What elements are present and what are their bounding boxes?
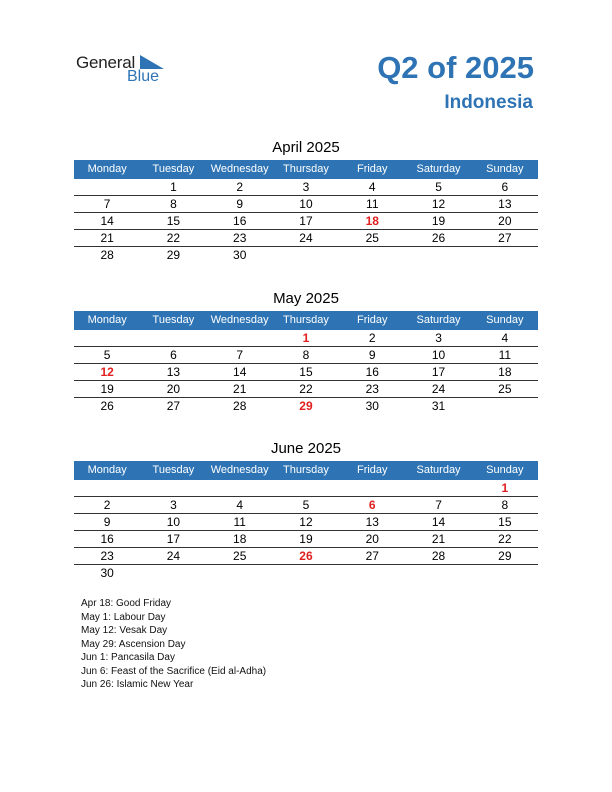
week-row (74, 497, 538, 514)
month-title: May 2025 (273, 290, 339, 307)
date-cell: 26 (100, 399, 114, 413)
week-row (74, 196, 538, 213)
date-cell: 9 (236, 197, 244, 211)
date-cell: 1 (170, 180, 177, 194)
date-cell: 4 (368, 180, 376, 194)
date-cell: 20 (166, 382, 181, 396)
date-cell: 20 (365, 532, 379, 546)
weekday-label: Tuesday (152, 464, 195, 476)
date-cell: 5 (302, 498, 310, 512)
date-cell: 2 (103, 498, 111, 512)
date-cell: 19 (100, 382, 114, 396)
date-cell (207, 330, 273, 346)
logo-text-general: General (76, 53, 136, 72)
date-cell (207, 480, 273, 496)
date-cell: 27 (498, 231, 512, 245)
date-cell: 13 (498, 197, 512, 211)
date-cell: 5 (103, 348, 111, 362)
date-cell: 11 (366, 197, 379, 211)
holiday-list (81, 597, 266, 692)
week-row (74, 398, 538, 414)
date-cell: 21 (100, 231, 114, 245)
date-cell: 25 (233, 549, 247, 563)
date-cell: 31 (431, 399, 446, 413)
weekday-label: Saturday (416, 163, 461, 175)
weekday-label: Thursday (283, 163, 329, 175)
date-cell: 29 (166, 248, 181, 262)
date-cell: 25 (365, 231, 379, 245)
holiday-date: 26 (299, 549, 313, 563)
date-cell (405, 247, 471, 263)
week-row (74, 531, 538, 548)
weekday-label: Sunday (486, 314, 524, 326)
week-row (74, 230, 538, 247)
date-cell: 23 (233, 231, 247, 245)
date-cell (405, 565, 471, 581)
weekday-label: Saturday (416, 464, 461, 476)
date-cell: 13 (365, 515, 379, 529)
logo-text-blue: Blue (127, 68, 160, 85)
date-cell (472, 565, 538, 581)
date-cell: 30 (233, 248, 247, 262)
weekday-label: Saturday (416, 314, 461, 326)
holiday-date: 12 (100, 365, 114, 379)
week-row (74, 565, 538, 581)
date-cell: 7 (236, 348, 244, 362)
date-cell: 30 (100, 566, 114, 580)
date-cell: 3 (170, 498, 177, 512)
date-cell: 11 (498, 348, 512, 362)
date-cell: 2 (236, 180, 244, 194)
date-cell: 8 (302, 348, 310, 362)
date-cell: 19 (431, 214, 446, 228)
date-cell: 6 (501, 180, 509, 194)
holiday-note: Jun 26: Islamic New Year (81, 679, 194, 690)
week-row (74, 247, 538, 263)
month-calendar (74, 288, 538, 414)
date-cell: 28 (431, 549, 446, 563)
date-cell: 14 (233, 365, 247, 379)
date-cell: 2 (368, 331, 376, 345)
weekday-label: Friday (356, 163, 388, 175)
holiday-note: Apr 18: Good Friday (81, 598, 172, 609)
holiday-note: Jun 6: Feast of the Sacrifice (Eid al-Adha) (81, 665, 267, 677)
logo-triangle-icon (140, 55, 164, 69)
holiday-date: 29 (299, 399, 313, 413)
logo (76, 53, 176, 89)
date-cell: 27 (166, 399, 181, 413)
date-cell: 26 (431, 231, 446, 245)
date-cell: 15 (299, 365, 313, 379)
holiday-note: Jun 1: Pancasila Day (81, 652, 175, 663)
weekday-label: Sunday (486, 163, 524, 175)
weekday-label: Monday (87, 163, 127, 175)
date-cell (74, 179, 140, 195)
date-cell: 3 (302, 180, 310, 194)
weekday-label: Thursday (283, 464, 329, 476)
date-cell (472, 398, 538, 414)
weekday-header (74, 311, 538, 330)
date-cell: 10 (299, 197, 313, 211)
country-name: Indonesia (444, 92, 533, 113)
date-cell: 19 (299, 532, 313, 546)
date-cell (339, 565, 405, 581)
month-calendar (74, 137, 538, 263)
date-cell (140, 480, 206, 496)
date-cell (74, 330, 140, 346)
date-cell: 21 (233, 382, 247, 396)
date-cell: 27 (365, 549, 379, 563)
date-cell (339, 480, 405, 496)
date-cell: 23 (100, 549, 114, 563)
date-cell: 15 (498, 515, 512, 529)
date-cell: 7 (103, 197, 111, 211)
date-cell: 6 (170, 348, 177, 362)
date-cell (472, 247, 538, 263)
holiday-date: 1 (501, 481, 509, 495)
date-cell: 7 (435, 498, 442, 512)
date-cell: 28 (100, 248, 114, 262)
weekday-label: Friday (356, 464, 388, 476)
week-row (74, 514, 538, 531)
date-cell: 3 (435, 331, 442, 345)
weekday-label: Sunday (486, 464, 524, 476)
date-cell: 28 (233, 399, 247, 413)
date-cell: 12 (431, 197, 446, 211)
date-cell: 17 (431, 365, 446, 379)
holiday-note: May 12: Vesak Day (81, 625, 168, 636)
date-cell: 4 (501, 331, 509, 345)
date-cell: 30 (365, 399, 379, 413)
month-title: April 2025 (272, 139, 340, 156)
date-cell: 20 (498, 214, 512, 228)
month-calendar (74, 438, 538, 581)
weekday-header (74, 461, 538, 480)
week-row (74, 480, 538, 497)
date-cell: 14 (431, 515, 446, 529)
date-cell: 24 (166, 549, 181, 563)
date-cell: 9 (103, 515, 111, 529)
date-cell (273, 565, 339, 581)
date-cell: 14 (100, 214, 114, 228)
date-cell: 8 (501, 498, 509, 512)
date-cell: 24 (431, 382, 446, 396)
holiday-date: 1 (302, 331, 310, 345)
date-cell: 22 (299, 382, 313, 396)
date-cell: 15 (166, 214, 181, 228)
holiday-note: May 29: Ascension Day (81, 638, 186, 650)
date-cell (405, 480, 471, 496)
date-cell (74, 480, 140, 496)
date-cell: 5 (435, 180, 442, 194)
date-cell: 25 (498, 382, 512, 396)
month-title: June 2025 (270, 440, 342, 457)
date-cell: 18 (233, 532, 247, 546)
holiday-note: May 1: Labour Day (81, 611, 166, 623)
date-cell: 16 (233, 214, 247, 228)
date-cell (140, 565, 206, 581)
date-cell: 21 (431, 532, 446, 546)
date-cell (273, 480, 339, 496)
weekday-label: Wednesday (210, 464, 269, 476)
weekday-label: Tuesday (152, 314, 195, 326)
week-row (74, 381, 538, 398)
weekday-label: Monday (87, 464, 127, 476)
weekday-label: Monday (87, 314, 127, 326)
date-cell: 8 (170, 197, 177, 211)
date-cell: 12 (299, 515, 313, 529)
weekday-label: Wednesday (210, 314, 269, 326)
date-cell (273, 247, 339, 263)
page-title: Q2 of 2025 (377, 50, 534, 85)
date-cell: 13 (166, 365, 181, 379)
date-cell: 18 (498, 365, 512, 379)
week-row (74, 330, 538, 347)
holiday-date: 6 (368, 498, 376, 512)
date-cell: 22 (166, 231, 181, 245)
date-cell: 22 (498, 532, 512, 546)
date-cell: 17 (299, 214, 313, 228)
date-cell: 29 (498, 549, 512, 563)
week-row (74, 347, 538, 364)
weekday-label: Wednesday (210, 163, 269, 175)
week-row (74, 179, 538, 196)
week-row (74, 364, 538, 381)
date-cell: 9 (368, 348, 376, 362)
weekday-label: Thursday (283, 314, 329, 326)
weekday-label: Tuesday (152, 163, 195, 175)
week-row (74, 213, 538, 230)
date-cell (339, 247, 405, 263)
date-cell: 16 (100, 532, 114, 546)
date-cell: 4 (236, 498, 244, 512)
week-row (74, 548, 538, 565)
date-cell: 24 (299, 231, 313, 245)
date-cell (140, 330, 206, 346)
date-cell (207, 565, 273, 581)
date-cell: 17 (166, 532, 181, 546)
date-cell: 10 (166, 515, 181, 529)
date-cell: 11 (233, 515, 246, 529)
weekday-header (74, 160, 538, 179)
date-cell: 10 (431, 348, 446, 362)
holiday-date: 18 (365, 214, 379, 228)
date-cell: 23 (365, 382, 379, 396)
weekday-label: Friday (356, 314, 388, 326)
date-cell: 16 (365, 365, 379, 379)
